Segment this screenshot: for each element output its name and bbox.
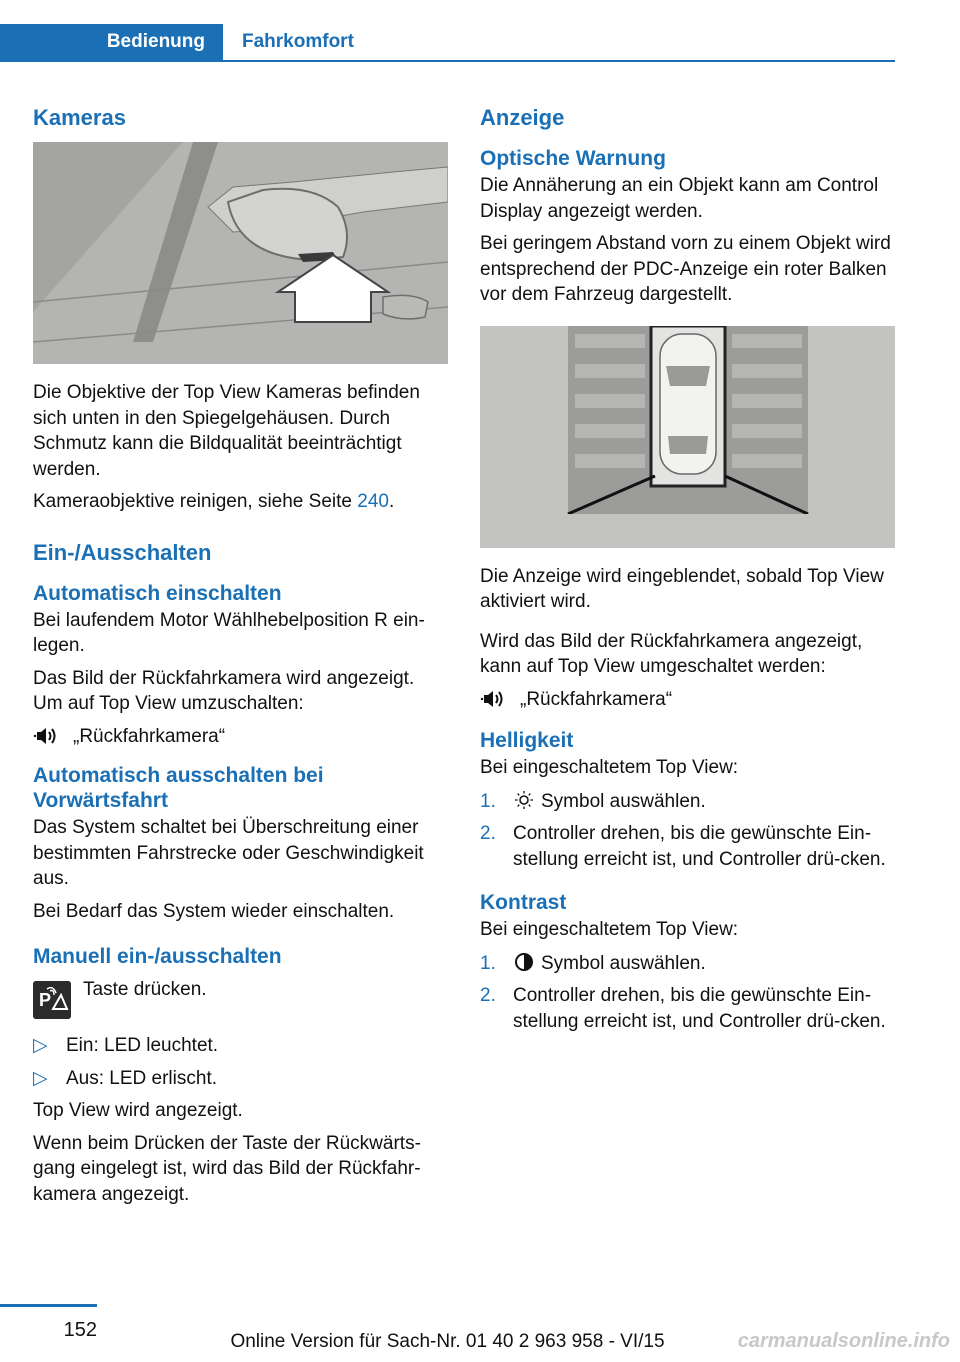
list-item: [33, 1033, 448, 1059]
step-text: Controller drehen, bis die gewünschte Ein-stellung erreicht ist, und Controller drü-cken.: [513, 985, 886, 1032]
heading-ein-ausschalten: Ein-/Ausschalten: [33, 539, 212, 565]
brightness-icon: [513, 790, 535, 810]
heading-kontrast: Kontrast: [480, 891, 567, 914]
paragraph-bedarf: Bei Bedarf das System wieder einschalten.: [33, 900, 395, 922]
paragraph-ueberschreitung: Das System schaltet bei Überschreitung einer bestimmten Fahrstrecke oder Geschwindigkeit aus.: [33, 817, 424, 889]
voice-command-icon: [33, 725, 63, 747]
bullet-marker: ▷: [33, 1067, 48, 1089]
step-text: Symbol auswählen.: [541, 790, 706, 812]
list-item: [33, 1066, 448, 1092]
paragraph-abstand: Bei geringem Abstand vorn zu einem Objekt wird entsprechend der PDC-Anzeige ein roter Balken vor dem Fahrzeug dargestellt.: [480, 233, 891, 305]
footer-online-version: Online Version für Sach-Nr. 01 40 2 963 958 - VI/15: [230, 1331, 665, 1352]
parking-camera-button-icon: [33, 981, 71, 1019]
mirror-camera-illustration: [33, 142, 448, 364]
list-item: [480, 789, 896, 815]
svg-text:P: P: [39, 990, 52, 1010]
kontrast-steps: [480, 951, 896, 1035]
heading-anzeige: Anzeige: [480, 105, 565, 130]
paragraph-reinigen: [33, 489, 448, 515]
list-item: [480, 951, 896, 977]
reinigen-period: .: [388, 491, 395, 512]
right-column: [480, 100, 896, 1041]
button-line: [33, 981, 448, 1019]
heading-automatisch-einschalten: Automatisch einschalten: [33, 581, 282, 605]
taste-druecken-text: Taste drücken.: [83, 979, 207, 1000]
heading-kameras: Kameras: [33, 105, 126, 130]
voice-command-line: [480, 687, 896, 713]
voice-command-label: „Rückfahrkamera“: [73, 725, 226, 747]
header-tabs: [0, 24, 895, 62]
heading-manuell: Manuell ein-/ausschalten: [33, 945, 282, 968]
bullet-text-ein: Ein: LED leuchtet.: [66, 1035, 219, 1056]
paragraph-annaeherung: Die Annäherung an ein Objekt kann am Control Display angezeigt werden.: [480, 175, 879, 222]
paragraph-kontrast-intro: Bei eingeschaltetem Top View:: [480, 919, 739, 940]
voice-command-icon: [480, 688, 510, 710]
page-number: 152: [0, 1304, 97, 1342]
contrast-icon: [513, 952, 535, 972]
tab-bedienung[interactable]: Bedienung: [0, 24, 223, 60]
tab-fahrkomfort[interactable]: Fahrkomfort: [242, 31, 354, 52]
list-item: [480, 983, 896, 1034]
paragraph-motor: Bei laufendem Motor Wählhebelposition R ein-legen.: [33, 609, 425, 656]
paragraph-top-view-angezeigt: Top View wird angezeigt.: [33, 1100, 243, 1121]
paragraph-objektive: Die Objektive der Top View Kameras befinden sich unten in den Spiegelgehäusen. Durch Schmutz kann die Bildqualität beeinträchtigt werden.: [33, 382, 420, 480]
heading-automatisch-ausschalten: Automatisch ausschalten bei Vorwärtsfahrt: [33, 764, 324, 812]
step-number: 1.: [480, 790, 496, 812]
left-column: [33, 100, 448, 1214]
paragraph-helligkeit-intro: Bei eingeschaltetem Top View:: [480, 757, 739, 778]
bullet-marker: ▷: [33, 1035, 48, 1056]
bullet-text-aus: Aus: LED erlischt.: [66, 1067, 217, 1089]
paragraph-umgeschaltet: Wird das Bild der Rückfahrkamera angezeigt, kann auf Top View umgeschaltet werden:: [480, 630, 863, 677]
watermark: carmanualsonline.info: [737, 1330, 950, 1352]
voice-command-label: „Rückfahrkamera“: [520, 688, 673, 710]
paragraph-eingeblendet: Die Anzeige wird eingeblendet, sobald Top View aktiviert wird.: [480, 565, 884, 612]
list-item: [480, 821, 896, 872]
step-number: 1.: [480, 952, 496, 974]
helligkeit-steps: [480, 789, 896, 873]
paragraph-rueckwaertsgang: Wenn beim Drücken der Taste der Rückwärts-gang eingelegt ist, wird das Bild der Rückfahr-kamera angezeigt.: [33, 1132, 421, 1205]
led-list: [33, 1033, 448, 1091]
step-text: Controller drehen, bis die gewünschte Ein-stellung erreicht ist, und Controller drü-cken.: [513, 823, 886, 870]
top-view-display-illustration: [480, 326, 895, 548]
step-text: Symbol auswählen.: [541, 952, 706, 974]
heading-helligkeit: Helligkeit: [480, 729, 574, 752]
step-number: 2.: [480, 985, 496, 1006]
heading-optische-warnung: Optische Warnung: [480, 147, 666, 170]
voice-command-line: [33, 724, 448, 750]
page-link-240[interactable]: 240: [357, 491, 389, 512]
paragraph-rueckfahrkamera: Das Bild der Rückfahrkamera wird angezeigt. Um auf Top View umzuschalten:: [33, 667, 415, 714]
reinigen-text: Kameraobjektive reinigen, siehe Seite: [33, 491, 358, 512]
step-number: 2.: [480, 823, 496, 844]
